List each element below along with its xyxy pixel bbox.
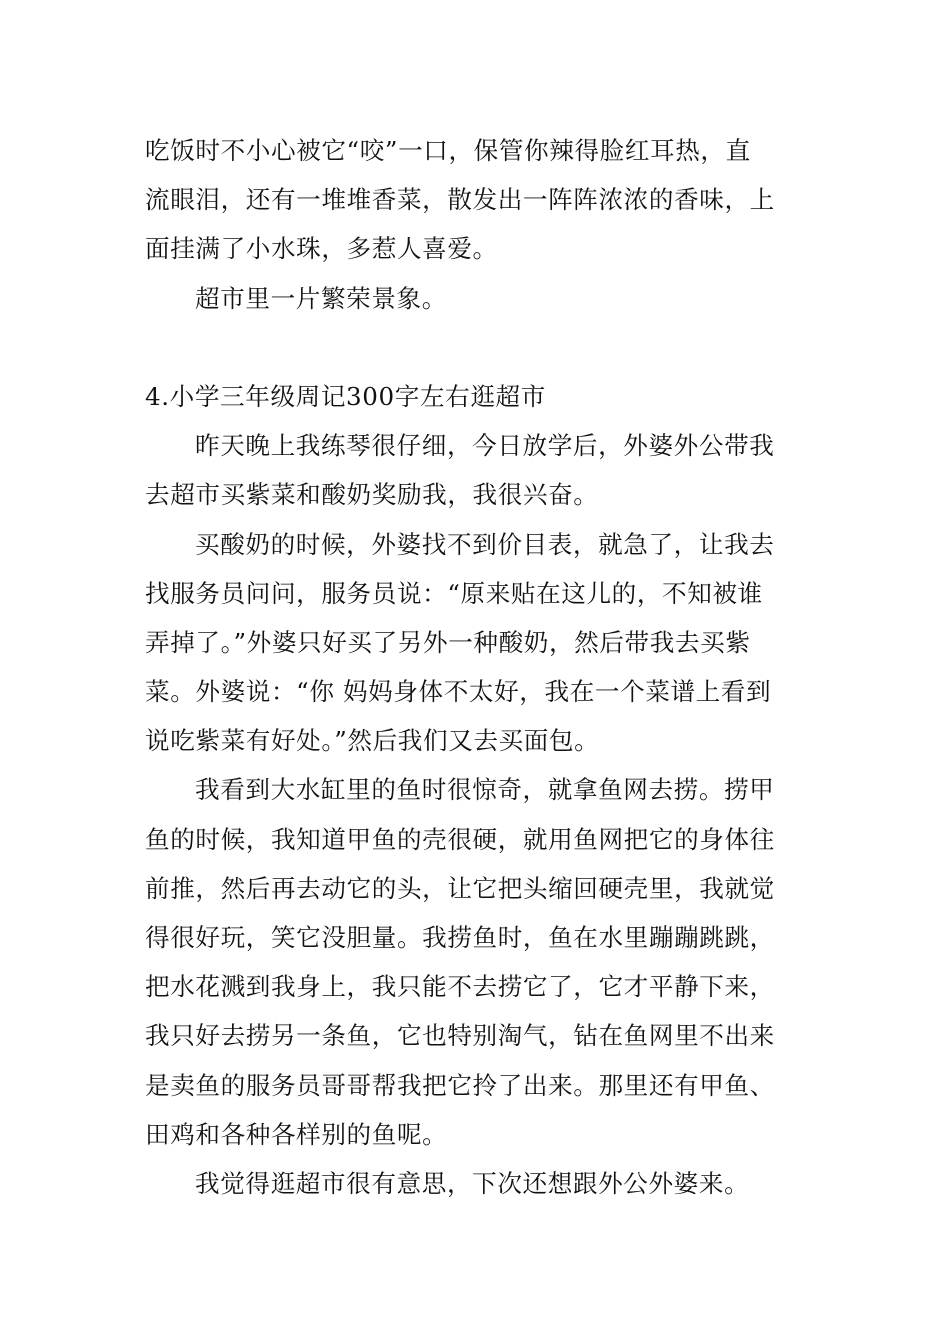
- text-line: 田鸡和各种各样别的鱼呢。: [145, 1119, 448, 1149]
- text-line: 买酸奶的时候，外婆找不到价目表，就急了，让我去: [195, 529, 775, 559]
- text-line: 我只好去捞另一条鱼，它也特别淘气，钻在鱼网里不出来: [145, 1021, 775, 1051]
- text-line: 找服务员问问，服务员说：“原来贴在这儿的，不知被谁: [145, 578, 763, 608]
- text-line: 是卖鱼的服务员哥哥帮我把它拎了出来。那里还有甲鱼、: [145, 1070, 775, 1100]
- text-line: 我觉得逛超市很有意思，下次还想跟外公外婆来。: [195, 1168, 750, 1198]
- text-line: 菜。外婆说：“你 妈妈身体不太好，我在一个菜谱上看到: [145, 677, 772, 707]
- text-line: 我看到大水缸里的鱼时很惊奇，就拿鱼网去捞。捞甲: [195, 775, 775, 805]
- text-line: 鱼的时候，我知道甲鱼的壳很硬，就用鱼网把它的身体往: [145, 824, 775, 854]
- closing-sentence: 超市里一片繁荣景象。: [195, 283, 447, 313]
- text-line: 面挂满了小水珠，多惹人喜爱。: [145, 234, 498, 264]
- section-heading: 4.小学三年级周记300字左右逛超市: [145, 381, 546, 411]
- text-line: 得很好玩，笑它没胆量。我捞鱼时，鱼在水里蹦蹦跳跳，: [145, 923, 775, 952]
- text-line: 弄掉了。”外婆只好买了另外一种酸奶，然后带我去买紫: [145, 627, 751, 657]
- document-body: [145, 126, 805, 1208]
- text-line: 前推，然后再去动它的头，让它把头缩回硬壳里，我就觉: [145, 873, 775, 903]
- text-line: 把水花溅到我身上，我只能不去捞它了，它才平静下来，: [145, 972, 775, 1002]
- text-line: 去超市买紫菜和酸奶奖励我，我很兴奋。: [145, 480, 599, 510]
- text-line: 吃饭时不小心被它“咬”一口，保管你辣得脸红耳热，直: [145, 136, 751, 165]
- text-line: 流眼泪，还有一堆堆香菜，散发出一阵阵浓浓的香味，上: [145, 185, 775, 215]
- text-line: 说吃紫菜有好处。”然后我们又去买面包。: [145, 726, 600, 756]
- section-gap: [145, 323, 805, 372]
- text-line: 昨天晚上我练琴很仔细，今日放学后，外婆外公带我: [195, 431, 775, 461]
